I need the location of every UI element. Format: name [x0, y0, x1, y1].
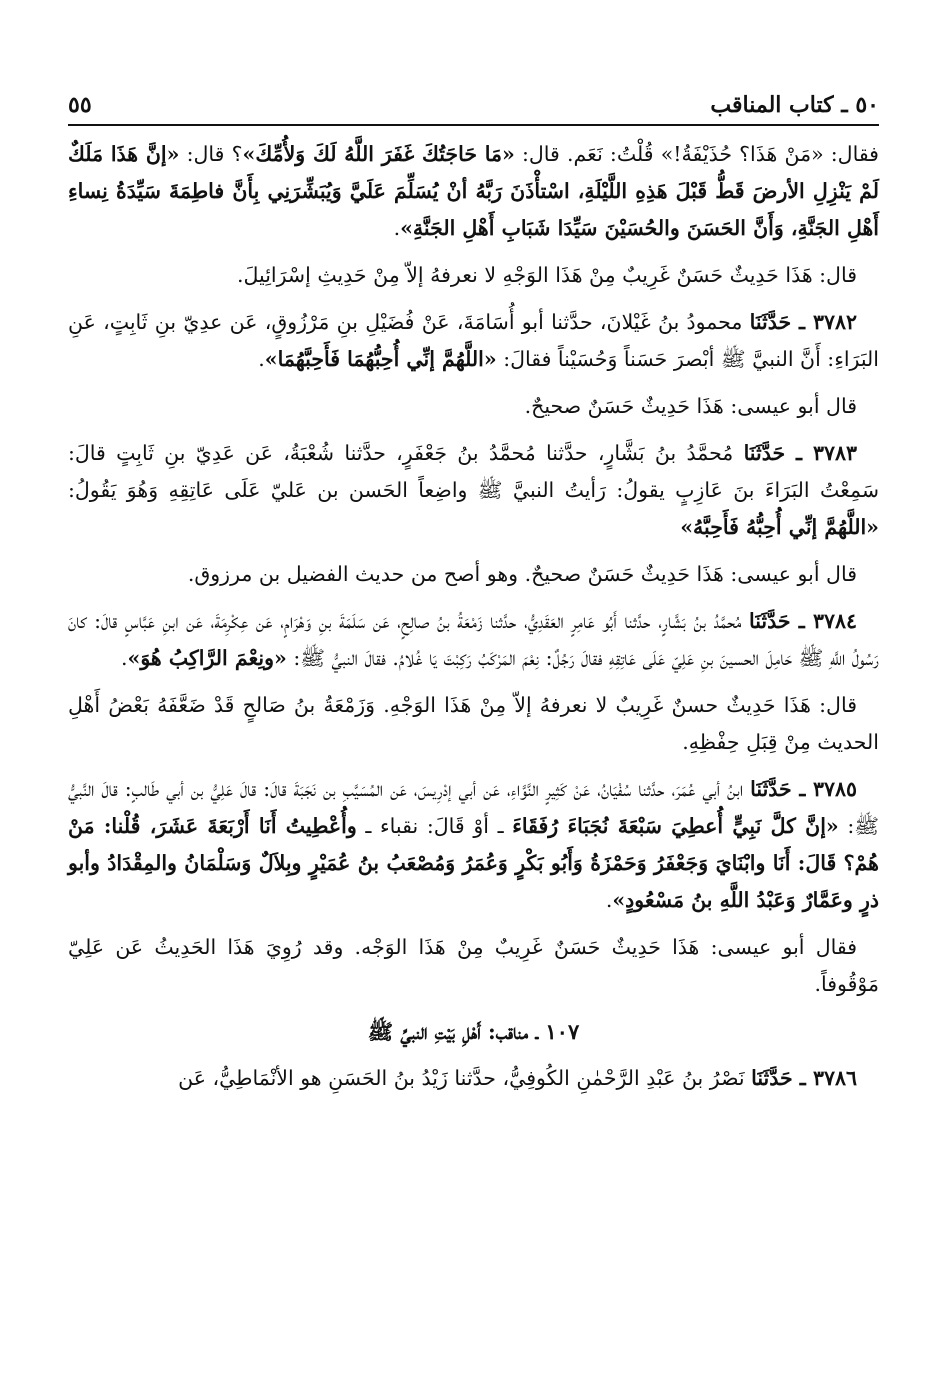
text-run: ـ أوْ قَالَ: نقباء ـ	[356, 814, 513, 838]
hadith-number: ٣٧٨٦ ـ حَدَّثَنَا	[751, 1066, 857, 1090]
page-header	[68, 78, 879, 126]
chapter-title: ٥٠ ـ كتاب المناقب	[710, 92, 879, 118]
hadith-3784	[68, 603, 879, 677]
text-run: محمودُ بنُ غَيْلانَ، حدَّثنا أبو أُسَامَةَ، عَنْ فُضَيْلِ بنِ مَرْزُوقٍ، عَن عدِيّ بنِ ثَابِتٍ، عَنِ البَرَاءِ: أَنَّ النبيَّ ﷺ أبْصرَ حَسَناً وَحُسَيْناً فقالَ:	[68, 310, 879, 371]
text-run: .	[393, 216, 401, 240]
commentary-paragraph: قال أبو عيسى: هَذَا حَدِيثٌ حَسَنٌ صحيحٌ.	[524, 394, 857, 418]
hadith-3783	[68, 435, 879, 546]
text-run: ابنُ أبي عُمَرَ، حدَّثنا سُفْيَانُ، عَنْ كَثِيرٍ النَّوَّاءِ، عَن أبي إدْرِيسَ، عَن المُسَيَّبِ بن نَجَبَةَ قالَ: قالَ عَلِيُّ بن أبي طَالبٍ: قالَ النَّبيُّ ﷺ:	[68, 777, 880, 838]
prophetic-quote: «اللَّهُمَّ إنِّي أُحِبُّهُمَا فَأَحِبَّهُمَا»	[264, 347, 497, 371]
prophetic-quote: وأُعْطِيتُ أَنَا أَرْبَعَةَ عَشَرَ، قُلْنا: مَنْ هُمْ؟ قَالَ: أَنَا وابْنَايَ وَجَعْفَرُ وَحَمْزَةُ وَأَبُو بَكْرٍ وَعُمَرُ وَمُصْعَبُ بنُ عُمَيْرٍ وبِلاَلٌ وَسَلْمَانُ والمِقْدَادُ وأبو ذرٍ وعَمَّارٌ وَعَبْدُ اللَّهِ بنُ مَسْعُودٍ»	[68, 814, 879, 912]
hadith-3786	[68, 1060, 879, 1097]
text-run: .	[120, 646, 128, 670]
text-run: .	[605, 888, 613, 912]
page-number: ٥٥	[68, 92, 92, 118]
text-run: .	[258, 347, 265, 371]
commentary-paragraph: قال: هَذَا حَدِيثٌ حَسَنٌ غَرِيبٌ مِنْ هَذَا الوَجْهِ لا نعرفهُ إلاّ مِنْ حَدِيثِ إسْرَائِيلَ.	[236, 263, 857, 287]
text-run: نَصْرُ بنُ عَبْدِ الرَّحْمٰنِ الكُوفِيُّ، حدَّثنا زَيْدُ بنُ الحَسَنِ هو الأنْمَاطِيُّ، عَن	[178, 1066, 752, 1090]
prophetic-quote: «مَا حَاجَتُكَ غَفَرَ اللَّهُ لَكَ وَلأُمِّكَ»	[242, 142, 515, 166]
text-run: ؟ قال:	[179, 142, 243, 166]
commentary-paragraph: قال: هَذَا حَدِيثٌ حسنٌ غَرِيبٌ لا نعرفهُ إلاّ مِنْ هَذَا الوَجْهِ. وَزَمْعَةُ بنُ صَالحٍ قَدْ ضَعَّفَهُ بَعْضُ أَهْلِ الحديث مِنْ قِبَلِ حِفْظِهِ.	[68, 693, 879, 754]
commentary-paragraph: قال أبو عيسى: هَذَا حَدِيثٌ حَسَنٌ صحيحٌ. وهو أصح من حديث الفضيل بن مرزوق.	[187, 562, 857, 586]
page-body	[68, 136, 879, 1107]
prophetic-quote: «ونِعْمَ الرَّاكِبُ هُوَ»	[127, 646, 287, 670]
paragraph	[68, 136, 879, 247]
hadith-number: ٣٧٨٣ ـ حَدَّثَنَا	[743, 441, 857, 465]
prophetic-quote: «إنَّ هَذَا مَلَكٌ لَمْ يَنْزِلِ الأرضَ قَطُّ قَبْلَ هَذِهِ اللَّيْلَةِ، اسْتأْذَنَ رَبَّهُ أنْ يُسَلِّمَ عَلَيَّ وَيُبَشِّرَنِي بِأَنَّ فاطِمَةَ سَيِّدَةُ نِساءِ أَهْلِ الجَنَّةِ، وَأَنَّ الحَسَنَ والحُسَيْنَ سَيِّدَا شَبَابِ أَهْلِ الجَنَّةِ»	[68, 142, 879, 240]
text-run: فقال: «مَنْ هَذَا؟ حُذَيْفَةُ!» قُلْتُ: نَعَم. قال:	[514, 142, 879, 166]
prophetic-quote: «اللَّهُمَّ إنِّي أُحِبُّهُ فَأَحِبَّهُ»	[680, 515, 879, 539]
hadith-number: ٣٧٨٥ ـ حَدَّثَنَا	[750, 777, 857, 801]
hadith-3785	[68, 771, 879, 919]
text-run: مُحمَّدُ بنُ بَشَّارٍ، حدَّثنا مُحمَّدُ بنُ جَعْفَرٍ، حدَّثنا شُعْبَةُ، عَن عَدِيّ بنِ ثَابِتٍ قالَ: سَمِعْتُ البَرَاءَ بنَ عَازِبٍ يقولُ: رَأيتُ النبيَّ ﷺ واضِعاً الحَسن بن عَليّ عَلَى عَاتِقِهِ وَهُوَ يَقُولُ:	[68, 441, 879, 502]
hadith-3782	[68, 304, 879, 378]
section-heading: ١٠٧ ـ مناقب: أَهْلِ بَيْتِ النبيِّ ﷺ	[367, 1019, 580, 1044]
hadith-number: ٣٧٨٤ ـ حَدَّثَنَا	[748, 609, 857, 633]
commentary-paragraph: فقال أبو عيسى: هَذَا حَدِيثٌ حَسَنٌ غَرِيبٌ مِنْ هَذَا الوَجْه. وقد رُوِيَ هَذَا الحَدِيثُ عَن عَلِيّ مَوْقُوفاً.	[68, 935, 879, 996]
hadith-number: ٣٧٨٢ ـ حَدَّثَنَا	[749, 310, 857, 334]
prophetic-quote: «إنَّ كلَّ نَبِيٍّ أُعطِيَ سَبْعَةَ نُجَبَاءَ رُفَقَاءَ	[512, 814, 839, 838]
text-run: مُحمَّدُ بنُ بَشَّارٍ، حدَّثنا أَبُو عَامِرٍ العَقَدِيُّ، حدَّثنا زَمْعَةُ بنُ صالِحٍ، عَن سَلَمَةَ بنِ وَهْرَامٍ، عَن عِكْرِمَةَ، عَن ابنِ عَبَّاسٍ قالَ: كانَ رَسُولُ اللَّهِ ﷺ حَامِلَ الحسينَ بنِ عَلِيّ عَلَى عَاتِقِهِ فقالَ رَجُلٌ: نِعْمَ المَرْكَبُ رَكِبْتَ يَا غُلامُ. فقالَ النبيُّ ﷺ:	[68, 609, 879, 670]
